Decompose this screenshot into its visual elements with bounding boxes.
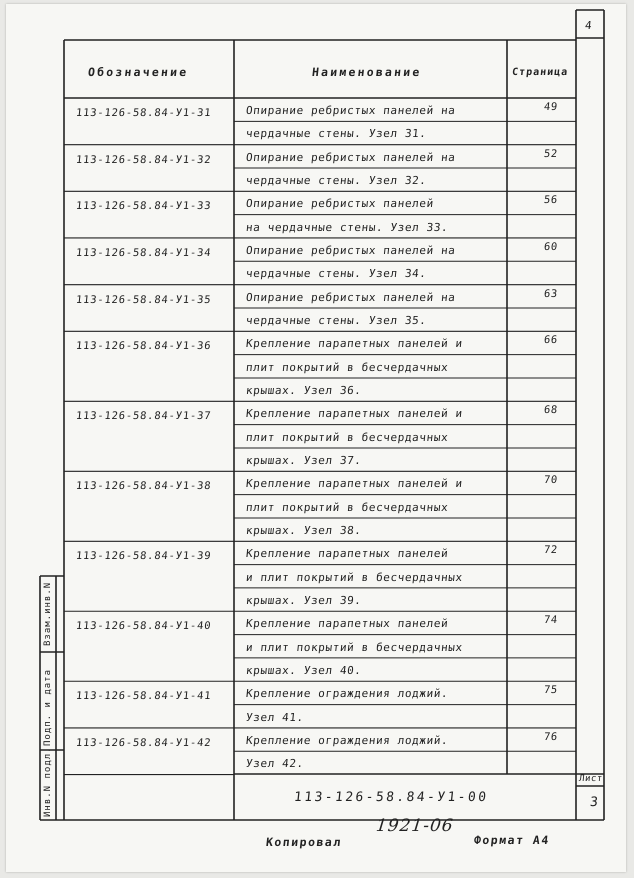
row-page: 72 [543,544,559,557]
row-page: 68 [543,404,559,417]
row-code: 113-126-58.84-У1-34 [75,246,212,259]
row-name-line: Опирание ребристых панелей на [245,150,457,164]
row-name-line: крышах. Узел 36. [245,383,363,397]
side-stamp-sign-date: Подп. и дата [43,668,53,746]
row-name-line: Опирание ребристых панелей на [245,243,457,257]
row-code: 113-126-58.84-У1-33 [75,200,212,213]
row-code: 113-126-58.84-У1-42 [75,736,212,749]
row-name-line: крышах. Узел 37. [245,453,363,467]
header-name: Наименование [311,65,423,79]
row-code: 113-126-58.84-У1-31 [75,107,212,119]
row-name-line: Крепление парапетных панелей и [245,337,464,351]
row-page: 66 [543,334,559,347]
row-code: 113-126-58.84-У1-32 [75,153,212,166]
title-block-sheet-number: 3 [589,795,600,810]
header-designation: Обозначение [87,65,190,79]
row-name-line: крышах. Узел 39. [245,593,363,607]
row-name-line: Опирание ребристых панелей на [245,104,457,117]
title-block-doc-code: 113-126-58.84-У1-00 [293,790,490,805]
sheet-corner-number: 4 [584,19,593,32]
row-name-line: крышах. Узел 38. [245,523,363,537]
row-page: 76 [543,730,559,743]
row-code: 113-126-58.84-У1-38 [75,480,212,493]
footer-copied: Копировал [265,835,343,849]
row-page: 52 [543,147,559,160]
title-block-sheet-label: Лист [578,774,604,784]
row-name-line: и плит покрытий в бесчердачных [245,640,464,654]
row-page: 49 [543,101,559,113]
side-stamp-inv-orig: Инв.N подл. [43,746,53,817]
row-name-line: Крепление парапетных панелей [245,617,449,631]
row-name-line: Опирание ребристых панелей на [245,290,457,304]
row-code: 113-126-58.84-У1-40 [75,620,212,633]
footer-handwritten-number: 1921-06 [374,816,455,836]
row-name-line: плит покрытий в бесчердачных [245,500,449,514]
row-name-line: Крепление ограждения лоджий. [245,733,449,747]
row-code: 113-126-58.84-У1-37 [75,410,212,423]
row-name-line: Узел 41. [245,710,305,724]
row-name-line: чердачные стены. Узел 35. [245,313,428,327]
row-name-line: Узел 42. [245,757,305,771]
row-name-line: Крепление парапетных панелей и [245,477,464,491]
row-name-line: Опирание ребристых панелей [245,197,435,211]
row-name-line: чердачные стены. Узел 31. [245,127,428,141]
header-page: Страница [511,67,569,78]
row-name-line: на чердачные стены. Узел 33. [245,220,449,234]
side-stamp-replace-inv: Взам.инв.N [43,581,53,646]
row-code: 113-126-58.84-У1-36 [75,340,212,353]
row-name-line: чердачные стены. Узел 32. [245,173,428,187]
row-page: 75 [543,684,559,697]
row-page: 74 [543,614,559,627]
footer-format: Формат А4 [473,833,551,847]
row-code: 113-126-58.84-У1-41 [75,690,212,703]
row-name-line: Крепление ограждения лоджий. [245,687,449,701]
row-page: 70 [543,474,559,487]
row-name-line: плит покрытий в бесчердачных [245,430,449,444]
row-code: 113-126-58.84-У1-35 [75,293,212,306]
row-page: 56 [543,194,559,207]
row-name-line: и плит покрытий в бесчердачных [245,570,464,584]
row-name-line: плит покрытий в бесчердачных [245,360,449,374]
row-page: 60 [543,240,559,253]
row-name-line: Крепление парапетных панелей и [245,407,464,421]
row-name-line: крышах. Узел 40. [245,663,363,677]
row-page: 63 [543,287,559,300]
row-name-line: Крепление парапетных панелей [245,547,449,561]
row-code: 113-126-58.84-У1-39 [75,550,212,563]
row-name-line: чердачные стены. Узел 34. [245,267,428,281]
